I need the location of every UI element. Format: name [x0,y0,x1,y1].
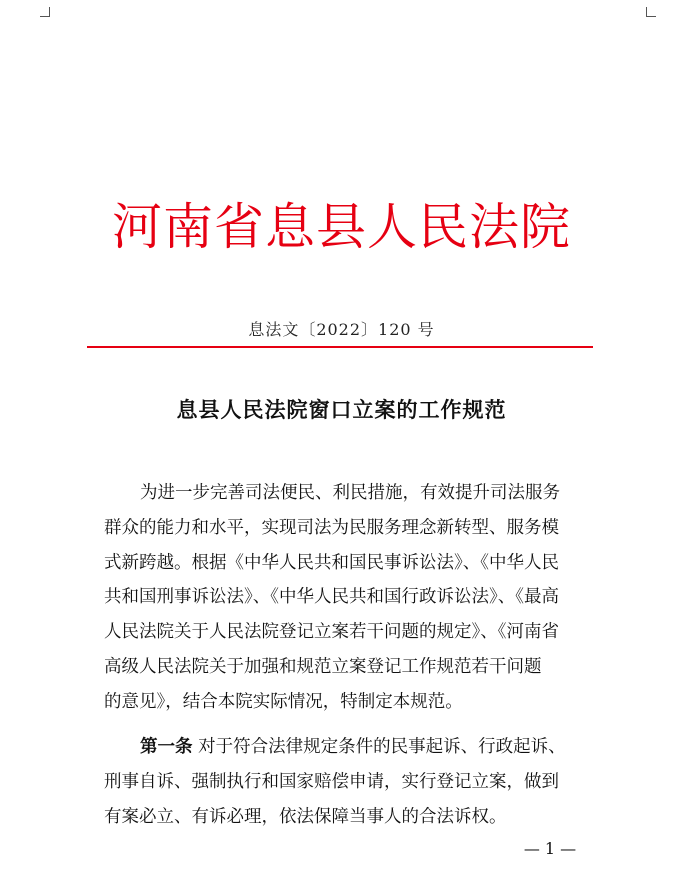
preamble-line: 人民法院关于人民法院登记立案若干问题的规定》、《河南省 [104,622,559,643]
preamble-line: 共和国刑事诉讼法》、《中华人民共和国行政诉讼法》、《最高 [104,587,559,608]
preamble-line: 为进一步完善司法便民、利民措施，有效提升司法服务 [140,483,560,503]
preamble-paragraph [104,476,584,720]
article-1-paragraph [104,730,584,834]
preamble-line: 式新跨越。根据《中华人民共和国民事诉讼法》、《中华人民 [104,552,559,573]
page-number: — 1 — [523,839,577,858]
article-line: 对于符合法律规定条件的民事起诉、行政起诉、 [198,737,566,757]
article-line: 刑事自诉、强制执行和国家赔偿申请，实行登记立案，做到 [104,771,559,792]
issuing-organization-title: 河南省息县人民法院 [112,198,571,256]
crop-mark-top-left [40,7,50,17]
document-title: 息县人民法院窗口立案的工作规范 [176,398,507,422]
preamble-line: 的意见》，结合本院实际情况，特制定本规范。 [104,691,463,712]
preamble-line: 群众的能力和水平，实现司法为民服务理念新转型、服务模 [104,517,559,538]
preamble-line: 高级人民法院关于加强和规范立案登记工作规范若干问题 [104,656,542,677]
article-line: 有案必立、有诉必理，依法保障当事人的合法诉权。 [104,806,507,827]
article-1-label: 第一条 [140,737,193,757]
article-1-first-line [104,730,584,765]
crop-mark-top-right [646,7,656,17]
document-number: 息法文〔2022〕120 号 [248,320,435,339]
red-separator-line [87,346,593,348]
